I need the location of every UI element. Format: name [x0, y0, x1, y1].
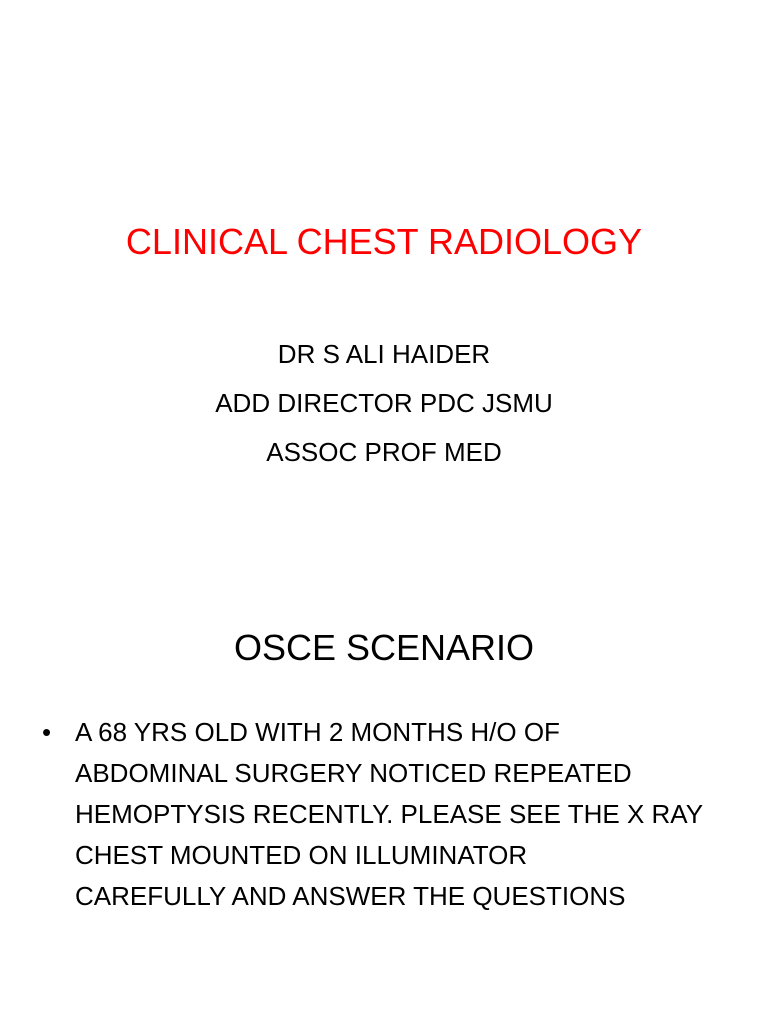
scenario-text-line: HEMOPTYSIS RECENTLY. PLEASE SEE THE X RAY [75, 799, 704, 829]
author-title: ASSOC PROF MED [266, 437, 502, 467]
scenario-text-line: A 68 YRS OLD WITH 2 MONTHS H/O OF [75, 717, 560, 747]
slide-title: CLINICAL CHEST RADIOLOGY [125, 221, 643, 262]
scenario-bullet [40, 712, 730, 917]
author-name: DR S ALI HAIDER [277, 339, 491, 369]
scenario-title: OSCE SCENARIO [233, 627, 535, 668]
scenario-bullet-list [40, 712, 730, 917]
scenario-text [75, 712, 725, 917]
author-position: ADD DIRECTOR PDC JSMU [215, 388, 553, 418]
scenario-text-line: CHEST MOUNTED ON ILLUMINATOR [75, 840, 528, 870]
scenario-text-line: CAREFULLY AND ANSWER THE QUESTIONS [75, 881, 626, 911]
scenario-slide [0, 600, 768, 1024]
author-info [0, 330, 768, 477]
bullet-icon: • [42, 717, 52, 747]
scenario-text-line: ABDOMINAL SURGERY NOTICED REPEATED [75, 758, 632, 788]
